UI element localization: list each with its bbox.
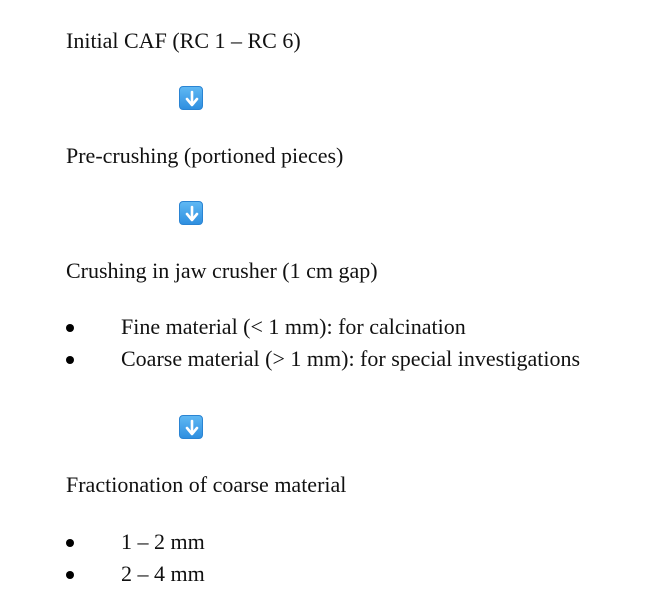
step-fractionation: Fractionation of coarse material xyxy=(66,472,347,497)
bullet-icon xyxy=(66,539,74,547)
step-initial-caf: Initial CAF (RC 1 – RC 6) xyxy=(66,28,301,53)
bullet-icon xyxy=(66,571,74,579)
down-arrow-icon xyxy=(179,86,203,110)
list-item-text: 2 – 4 mm xyxy=(121,561,205,586)
bullet-icon xyxy=(66,324,74,332)
step-pre-crushing: Pre-crushing (portioned pieces) xyxy=(66,143,344,168)
list-item-text: 1 – 2 mm xyxy=(121,529,205,554)
step-jaw-crusher: Crushing in jaw crusher (1 cm gap) xyxy=(66,258,378,283)
list-item-text: Fine material (< 1 mm): for calcination xyxy=(121,314,466,339)
bullet-icon xyxy=(66,356,74,364)
down-arrow-icon xyxy=(179,201,203,225)
down-arrow-icon xyxy=(179,415,203,439)
list-item-text: Coarse material (> 1 mm): for special investigations xyxy=(121,346,581,371)
